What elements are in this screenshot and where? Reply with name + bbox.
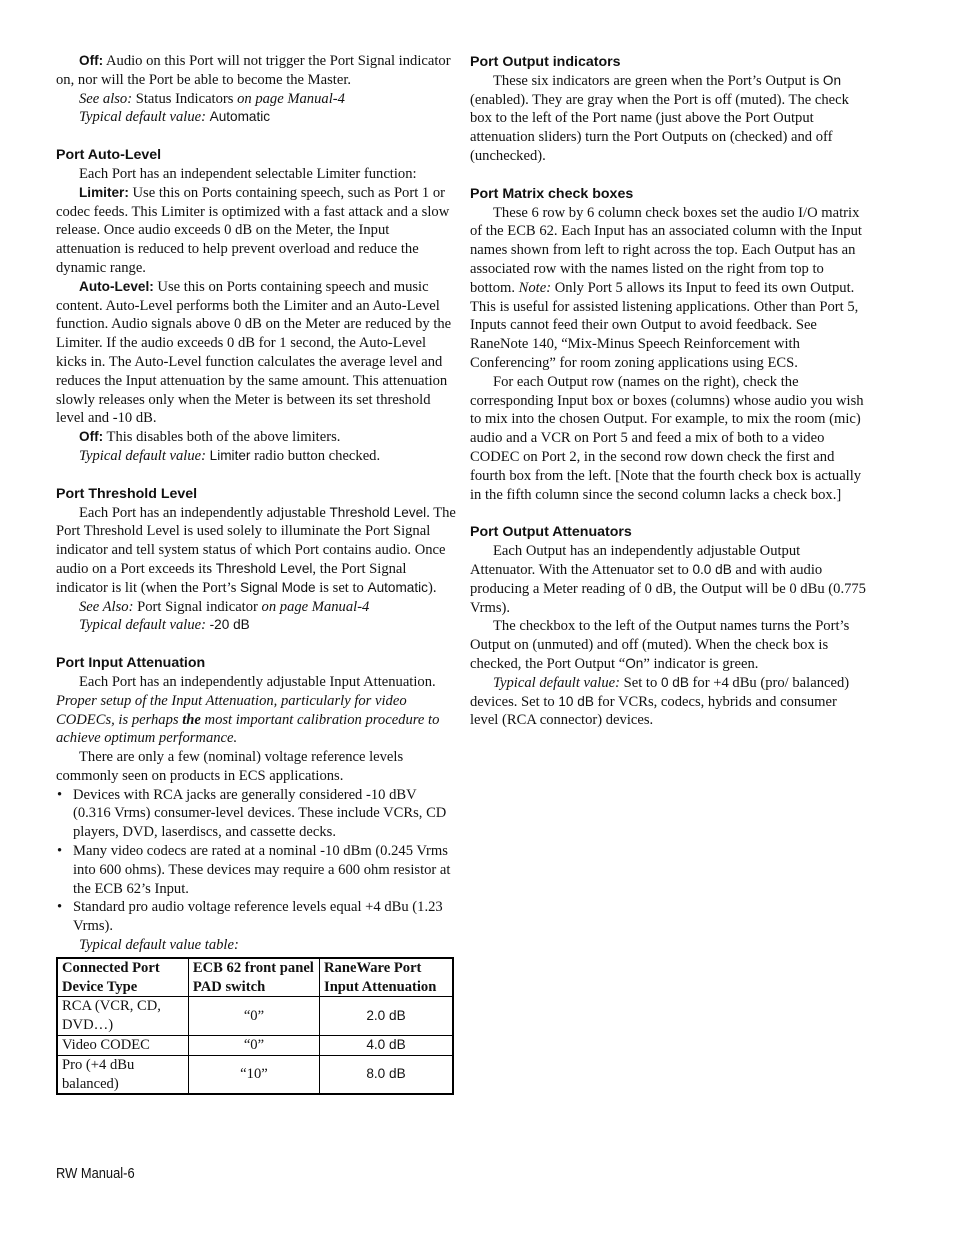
auto-level-intro: Each Port has an independent selectable Limiter function: xyxy=(79,165,417,182)
list-item-text: Standard pro audio voltage reference levels equal +4 dBu (1.23 Vrms). xyxy=(73,899,443,935)
table-cell: 2.0 dB xyxy=(320,997,453,1036)
attenuation-paragraph xyxy=(56,673,456,748)
section-heading-matrix: Port Matrix check boxes xyxy=(470,185,634,202)
section-heading-output-attenuators: Port Output Attenuators xyxy=(470,524,632,541)
table-header-cell: ECB 62 front panel PAD switch xyxy=(188,958,319,997)
off-paragraph xyxy=(56,52,456,90)
output-indicators-paragraph xyxy=(470,72,866,166)
threshold-paragraph xyxy=(56,504,456,598)
see-also-ref: Port Signal indicator xyxy=(137,598,258,615)
off-limiters-paragraph xyxy=(56,428,456,447)
table-cell: “10” xyxy=(188,1055,319,1094)
left-column xyxy=(56,52,456,1095)
table-cell: “0” xyxy=(188,997,319,1036)
section-heading-input-attenuation: Port Input Attenuation xyxy=(56,655,206,672)
limiter-text: Use this on Ports containing speech, such as Port 1 or codec feeds. This Limiter is optimized with a fast attack and a slow release. Once audio exceeds 0 dB on the Meter, the Input attenuation is reduced to help prevent overload and reduce the dynamic range. xyxy=(56,184,450,276)
auto-level-label: Auto-Level: xyxy=(79,278,154,294)
threshold-term: Threshold Level xyxy=(215,560,313,576)
default-label: Typical default value: xyxy=(79,617,210,634)
list-item-text: Devices with RCA jacks are generally considered -10 dBV (0.316 Vrms) consumer-level devices. These include VCRs, CD players, DVD, laserdiscs, and cassette decks. xyxy=(73,786,447,841)
table-cell: Pro (+4 dBu balanced) xyxy=(57,1055,188,1094)
matrix-paragraph xyxy=(470,204,866,373)
attenuation-text: Each Port has an independently adjustable Input Attenuation. xyxy=(79,673,436,690)
default-value: 0 dB xyxy=(660,674,689,690)
off-text: Audio on this Port will not trigger the Port Signal indicator on, nor will the Port be able to become the Master. xyxy=(56,53,451,88)
attenuator-value: 0.0 dB xyxy=(692,561,732,577)
matrix-example-paragraph: For each Output row (names on the right), check the corresponding Input box or boxes (columns) whose audio you wish to mix into the chosen Output. For example, to mix the room (mic) audio and a VCR on Port 5 and feed a mix of both to a video CODEC on Port 2, in the second row down check the first and fourth box from the left. [Note that the fourth check box is actually in the fifth column since the second column lacks a check box.] xyxy=(470,373,864,503)
threshold-text-3: , the Port Signal indicator is lit (when the Port’s xyxy=(56,560,407,596)
automatic-term: Automatic xyxy=(367,579,428,595)
attenuation-bold: the xyxy=(182,711,201,728)
threshold-text-4: is set to xyxy=(315,579,368,596)
default-text: for VCRs, codecs, hybrids and consumer level (RCA connector) devices. xyxy=(470,693,837,729)
table-cell: “0” xyxy=(188,1036,319,1056)
default-value: Automatic xyxy=(209,109,271,125)
checkbox-paragraph xyxy=(470,617,866,673)
right-column xyxy=(470,52,866,730)
bullet-glyph: • xyxy=(57,899,63,916)
signal-mode-term: Signal Mode xyxy=(240,579,316,595)
default-label: Typical default value: xyxy=(493,674,620,691)
bullet-list xyxy=(56,786,456,936)
default-value: -20 dB xyxy=(209,617,250,633)
list-item-text: Many video codecs are rated at a nominal -10 dBm (0.245 Vrms into 600 ohms). These devices may require a 600 ohm resistor at the ECB 62’s Input. xyxy=(73,843,451,897)
see-also-ref: Status Indicators xyxy=(135,90,234,107)
threshold-default-line xyxy=(56,616,456,635)
table-caption xyxy=(56,936,456,955)
table-header-row xyxy=(57,958,453,997)
attenuation-emphasis: most important calibration procedure to achieve optimum performance. xyxy=(56,711,440,747)
default-value-table xyxy=(56,957,454,1096)
checkbox-text: ” indicator is green. xyxy=(643,655,759,672)
off-limiters-text: This disables both of the above limiters. xyxy=(103,429,341,446)
output-indicators-text: These six indicators are green when the Port’s Output is xyxy=(493,72,823,89)
threshold-see-also-line xyxy=(56,598,456,617)
see-also-label: See Also: xyxy=(79,598,138,615)
see-also-page: on page Manual-4 xyxy=(233,90,345,107)
table-cell: Video CODEC xyxy=(57,1036,188,1056)
see-also-page: on page Manual-4 xyxy=(257,598,370,615)
auto-level-paragraph xyxy=(56,278,456,428)
default-value: 10 dB xyxy=(558,693,594,709)
table-cell: 8.0 dB xyxy=(320,1055,453,1094)
auto-level-default-line xyxy=(56,447,456,466)
section-heading-output-indicators: Port Output indicators xyxy=(470,54,621,70)
threshold-text-2: . The Port Threshold Level is used solely to illuminate the Port Signal indicator and tell system status of which Port contains audio. Once audio on a Port exceeds its xyxy=(56,504,456,577)
table-header-cell: Connected Port Device Type xyxy=(57,958,188,997)
page-footer: RW Manual-6 xyxy=(56,1165,135,1182)
see-also-label: See also: xyxy=(79,90,136,107)
output-indicators-text: (enabled). They are gray when the Port is off (muted). The check box to the left of the Port name (just above the Port Output attenuation sliders) turn the Port Outputs on (checked) and off (unchecked). xyxy=(470,91,849,164)
list-item xyxy=(56,842,456,898)
off-label: Off: xyxy=(79,53,104,68)
bullet-glyph: • xyxy=(57,843,63,860)
threshold-text-1: Each Port has an independently adjustable xyxy=(79,504,330,521)
default-text: for +4 dBu (pro/ balanced) devices. Set to xyxy=(470,674,850,710)
on-term: On xyxy=(822,72,842,88)
default-text: Set to xyxy=(619,674,661,691)
default-line xyxy=(56,108,456,127)
matrix-text: These 6 row by 6 column check boxes set the audio I/O matrix of the ECB 62. Each Input has an associated column with the Input names shown from left to right across the top. Each Output has an associated row with the names listed on the right from top to bottom. xyxy=(470,204,862,296)
default-label: Typical default value: xyxy=(79,109,210,126)
table-caption-text: Typical default value table: xyxy=(79,937,239,954)
see-also-line xyxy=(56,90,456,109)
note-label: Note: xyxy=(518,279,552,296)
default-label: Typical default value: xyxy=(79,447,210,464)
bullet-glyph: • xyxy=(57,786,63,803)
default-suffix: radio button checked. xyxy=(250,447,381,464)
section-heading-threshold: Port Threshold Level xyxy=(56,485,198,502)
output-attenuators-text: Each Output has an independently adjustable Output Attenuator. With the Attenuator set to xyxy=(470,543,801,578)
checkbox-text: The checkbox to the left of the Output names turns the Port’s Output on (unmuted) and off (muted). When the check box is checked, the Port Output “ xyxy=(470,618,850,672)
table-cell: RCA (VCR, CD, DVD…) xyxy=(57,997,188,1036)
table-row xyxy=(57,997,453,1036)
default-value: Limiter xyxy=(209,447,251,463)
threshold-text-5: ). xyxy=(427,579,437,596)
list-item xyxy=(56,898,456,936)
table-row xyxy=(57,1055,453,1094)
output-attenuators-paragraph xyxy=(470,542,866,617)
attenuation-emphasis: Proper setup of the Input Attenuation, particularly for video CODECs, is perhaps xyxy=(56,692,407,728)
off-limiters-label: Off: xyxy=(79,429,104,445)
limiter-label: Limiter: xyxy=(79,184,129,200)
matrix-text: Only Port 5 allows its Input to feed its own Output. This is useful for assisted listening applications. Other than Port 5, Inputs cannot feed their own Output to avoid feedback. See RaneNote 140, “Mix-Minus Speech Reinforcement with Conferencing” for room zoning applications using ECS. xyxy=(470,279,859,371)
threshold-term: Threshold Level xyxy=(329,504,427,520)
auto-level-text: Use this on Ports containing speech and music content. Auto-Level performs both the Limiter and an Auto-Level function. Audio signals above 0 dB on the Meter are reduced by the Limiter. If the audio exceeds 0 dB for 1 second, the Auto-Level kicks in. The Auto-Level function calculates the average level and reduces the Input attenuation by the same amount. This attenuation slowly releases only when the Meter is between its set threshold level and -10 dB. xyxy=(56,278,452,427)
output-default-paragraph xyxy=(470,674,866,730)
table-cell: 4.0 dB xyxy=(320,1036,453,1056)
reference-levels-paragraph: There are only a few (nominal) voltage reference levels commonly seen on products in ECS applications. xyxy=(56,749,404,784)
limiter-paragraph xyxy=(56,184,456,278)
section-heading-auto-level: Port Auto-Level xyxy=(56,147,162,164)
table-header-cell: RaneWare Port Input Attenuation xyxy=(320,958,453,997)
output-attenuators-text: and with audio producing a Meter reading of 0 dB, the Output will be 0 dBu (0.775 Vrms). xyxy=(470,561,866,616)
on-term: On xyxy=(625,655,644,671)
table-row xyxy=(57,1036,453,1056)
list-item xyxy=(56,786,456,842)
